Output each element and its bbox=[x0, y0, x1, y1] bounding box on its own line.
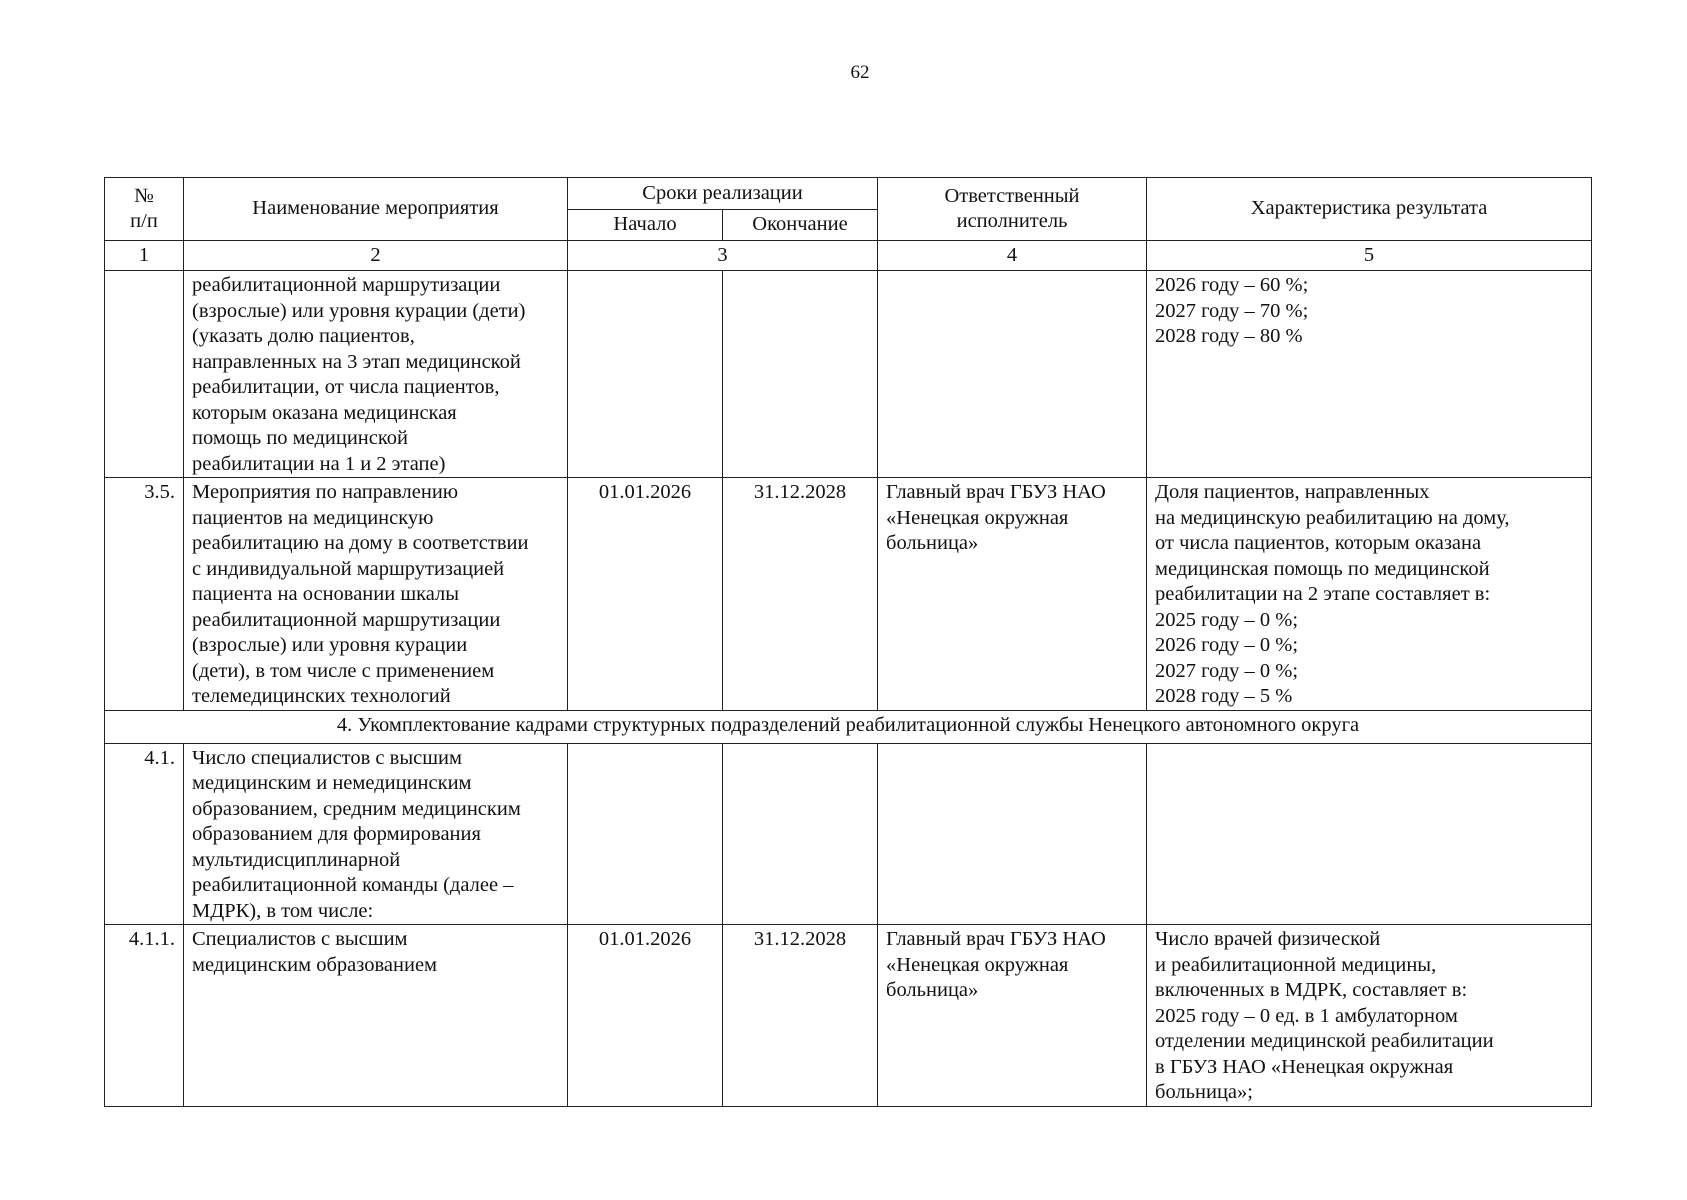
table-row bbox=[105, 478, 1592, 711]
column-numbers-row bbox=[105, 241, 1592, 271]
header-responsible: Ответственный исполнитель bbox=[878, 178, 1147, 241]
header-deadlines: Сроки реализации bbox=[568, 178, 878, 210]
row-activity-name: Мероприятия по направлению пациентов на медицинскую реабилитацию на дому в соответствии с индивидуальной маршрутизацией пациента на основании шкалы реабилитационной маршрутизации (взрослые) или уровня курации (дети), в том числе с применением телемедицинских технологий bbox=[184, 478, 568, 711]
section-title: 4. Укомплектование кадрами структурных подразделений реабилитационной службы Ненецкого автономного округа bbox=[105, 710, 1592, 743]
row-result bbox=[1147, 743, 1592, 925]
row-result: Число врачей физической и реабилитационной медицины, включенных в МДРК, составляет в: 2025 году – 0 ед. в 1 амбулаторном отделении медицинской реабилитации в ГБУЗ НАО «Ненецкая окружная больница»; bbox=[1147, 925, 1592, 1107]
row-number: 4.1.1. bbox=[105, 925, 184, 1107]
row-start-date: 01.01.2026 bbox=[568, 478, 723, 711]
column-number: 2 bbox=[184, 241, 568, 271]
row-activity-name: Число специалистов с высшим медицинским и немедицинским образованием, средним медицинским образованием для формирования мультидисциплинарной реабилитационной команды (далее – МДРК), в том числе: bbox=[184, 743, 568, 925]
table-row bbox=[105, 271, 1592, 478]
page-number: 62 bbox=[850, 62, 870, 83]
row-end-date: 31.12.2028 bbox=[723, 478, 878, 711]
row-start-date bbox=[568, 271, 723, 478]
header-start: Начало bbox=[568, 210, 723, 241]
header-result: Характеристика результата bbox=[1147, 178, 1592, 241]
row-number bbox=[105, 271, 184, 478]
row-number: 3.5. bbox=[105, 478, 184, 711]
column-number: 3 bbox=[568, 241, 878, 271]
row-responsible: Главный врач ГБУЗ НАО «Ненецкая окружная больница» bbox=[878, 925, 1147, 1107]
table-row bbox=[105, 743, 1592, 925]
table-row bbox=[105, 925, 1592, 1107]
row-responsible bbox=[878, 271, 1147, 478]
row-responsible bbox=[878, 743, 1147, 925]
column-number: 4 bbox=[878, 241, 1147, 271]
row-number: 4.1. bbox=[105, 743, 184, 925]
column-number: 5 bbox=[1147, 241, 1592, 271]
row-start-date bbox=[568, 743, 723, 925]
row-result: 2026 году – 60 %; 2027 году – 70 %; 2028 году – 80 % bbox=[1147, 271, 1592, 478]
activities-table bbox=[104, 177, 1592, 1107]
row-responsible: Главный врач ГБУЗ НАО «Ненецкая окружная больница» bbox=[878, 478, 1147, 711]
section-row bbox=[105, 710, 1592, 743]
header-name: Наименование мероприятия bbox=[184, 178, 568, 241]
row-end-date bbox=[723, 271, 878, 478]
header-number: № п/п bbox=[105, 178, 184, 241]
row-end-date: 31.12.2028 bbox=[723, 925, 878, 1107]
row-start-date: 01.01.2026 bbox=[568, 925, 723, 1107]
row-activity-name: Специалистов с высшим медицинским образованием bbox=[184, 925, 568, 1107]
row-end-date bbox=[723, 743, 878, 925]
header-end: Окончание bbox=[723, 210, 878, 241]
row-activity-name: реабилитационной маршрутизации (взрослые) или уровня курации (дети) (указать долю пациентов, направленных на 3 этап медицинской реабилитации, от числа пациентов, которым оказана медицинская помощь по медицинской реабилитации на 1 и 2 этапе) bbox=[184, 271, 568, 478]
column-number: 1 bbox=[105, 241, 184, 271]
row-result: Доля пациентов, направленных на медицинскую реабилитацию на дому, от числа пациентов, которым оказана медицинская помощь по медицинской реабилитации на 2 этапе составляет в: 2025 году – 0 %; 2026 году – 0 %; 2027 году – 0 %; 2028 году – 5 % bbox=[1147, 478, 1592, 711]
